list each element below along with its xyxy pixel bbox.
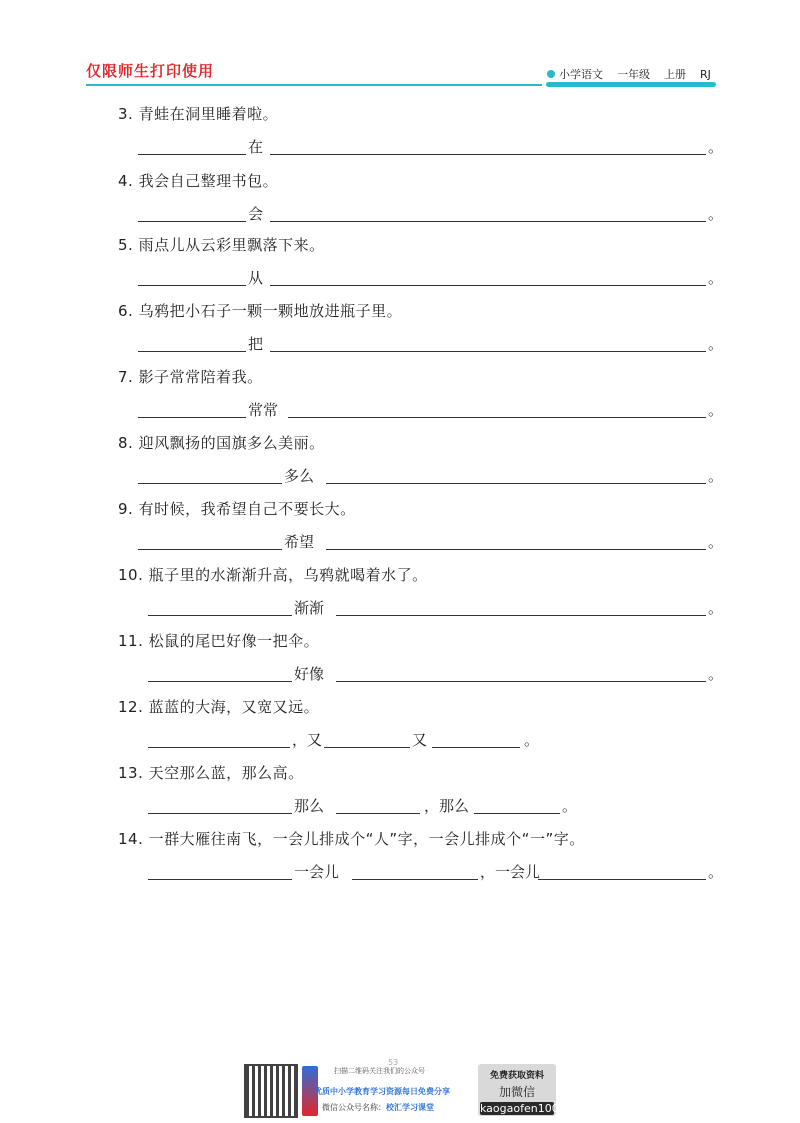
answer-row (138, 860, 724, 884)
answer-blank[interactable] (474, 813, 560, 814)
answer-blank[interactable] (270, 221, 706, 222)
end-punctuation: 。 (708, 599, 724, 617)
qr-code-icon (244, 1064, 298, 1118)
wx-id: kaogaofen100 (480, 1102, 559, 1115)
subject-label: 小学语文 (559, 68, 603, 81)
answer-row (138, 464, 724, 488)
page-number: 53 (388, 1058, 399, 1067)
wechat-promo (478, 1064, 559, 1116)
answer-blank[interactable] (324, 747, 410, 748)
given-word: 多么 (284, 467, 315, 485)
answer-blank[interactable] (336, 681, 706, 682)
given-word: ，一会儿 (480, 863, 541, 881)
given-word: 会 (248, 205, 264, 223)
answer-blank[interactable] (326, 549, 706, 550)
end-punctuation: 。 (562, 797, 578, 815)
account-label: 微信公众号名称： (322, 1103, 386, 1112)
question-text: 14. 一群大雁往南飞，一会儿排成个“人”字，一会儿排成个“一”字。 (118, 830, 585, 848)
answer-blank[interactable] (148, 747, 290, 748)
end-punctuation: 。 (524, 731, 540, 749)
end-punctuation: 。 (708, 863, 724, 881)
answer-row (138, 530, 724, 554)
question-text: 8. 迎风飘扬的国旗多么美丽。 (118, 434, 325, 452)
answer-blank[interactable] (138, 221, 246, 222)
answer-blank[interactable] (336, 615, 706, 616)
question-text: 7. 影子常常陪着我。 (118, 368, 263, 386)
question-text: 13. 天空那么蓝，那么高。 (118, 764, 304, 782)
given-word: 从 (248, 269, 264, 287)
answer-blank[interactable] (326, 483, 706, 484)
question-text: 3. 青蛙在洞里睡着啦。 (118, 105, 279, 123)
answer-blank[interactable] (138, 285, 246, 286)
answer-blank[interactable] (270, 154, 706, 155)
question-text: 5. 雨点儿从云彩里飘落下来。 (118, 236, 325, 254)
account-line (322, 1102, 434, 1113)
scan-hint: 扫描二维码关注我们的公众号 (334, 1067, 425, 1075)
answer-blank[interactable] (336, 813, 420, 814)
answer-row (138, 398, 724, 422)
answer-row (138, 728, 718, 752)
answer-blank[interactable] (432, 747, 520, 748)
answer-blank[interactable] (148, 813, 292, 814)
header-divider (86, 84, 542, 86)
answer-blank[interactable] (138, 417, 246, 418)
answer-blank[interactable] (148, 681, 292, 682)
answer-row (138, 794, 718, 818)
end-punctuation: 。 (708, 269, 724, 287)
answer-blank[interactable] (148, 879, 292, 880)
question-text: 11. 松鼠的尾巴好像一把伞。 (118, 632, 320, 650)
answer-row (138, 266, 724, 290)
answer-row (138, 332, 724, 356)
given-word: ，那么 (424, 797, 470, 815)
question-text: 4. 我会自己整理书包。 (118, 172, 279, 190)
end-punctuation: 。 (708, 401, 724, 419)
answer-blank[interactable] (138, 351, 246, 352)
edition-label: RJ (700, 67, 711, 81)
question-text: 10. 瓶子里的水渐渐升高，乌鸦就喝着水了。 (118, 566, 428, 584)
question-text: 6. 乌鸦把小石子一颗一颗地放进瓶子里。 (118, 302, 403, 320)
wx-line1: 免费获取资料 (489, 1071, 544, 1081)
answer-row (138, 596, 724, 620)
answer-blank[interactable] (138, 483, 282, 484)
answer-row (138, 135, 724, 159)
given-word: 一会儿 (294, 863, 340, 881)
header-accent-bar (546, 82, 716, 87)
answer-blank[interactable] (138, 549, 282, 550)
end-punctuation: 。 (708, 138, 724, 156)
footer-slogan: 优质中小学教育学习资源每日免费分享 (314, 1087, 450, 1096)
answer-blank[interactable] (270, 351, 706, 352)
end-punctuation: 。 (708, 335, 724, 353)
answer-row (138, 202, 724, 226)
wx-line2: 加微信 (498, 1085, 535, 1099)
given-word: 那么 (294, 797, 325, 815)
given-word: 常常 (248, 401, 279, 419)
question-text: 12. 蓝蓝的大海，又宽又远。 (118, 698, 320, 716)
answer-blank[interactable] (148, 615, 292, 616)
volume-label: 上册 (664, 68, 686, 81)
question-text: 9. 有时候，我希望自己不要长大。 (118, 500, 356, 518)
given-word: 把 (248, 335, 264, 353)
given-word: 在 (248, 138, 264, 156)
given-word: 渐渐 (294, 599, 325, 617)
answer-blank[interactable] (138, 154, 246, 155)
account-name: 校汇学习课堂 (386, 1103, 434, 1112)
end-punctuation: 。 (708, 205, 724, 223)
print-restriction-title: 仅限师生打印使用 (86, 62, 215, 80)
answer-blank[interactable] (352, 879, 478, 880)
given-word: 好像 (294, 665, 325, 683)
answer-blank[interactable] (538, 879, 706, 880)
given-word: 希望 (284, 533, 315, 551)
grade-label: 一年级 (617, 68, 650, 81)
bullet-icon (547, 70, 555, 78)
given-word: ，又 (292, 731, 323, 749)
end-punctuation: 。 (708, 533, 724, 551)
end-punctuation: 。 (708, 467, 724, 485)
answer-row (138, 662, 724, 686)
end-punctuation: 。 (708, 665, 724, 683)
answer-blank[interactable] (270, 285, 706, 286)
given-word: 又 (412, 731, 428, 749)
book-info (547, 66, 711, 82)
answer-blank[interactable] (288, 417, 706, 418)
